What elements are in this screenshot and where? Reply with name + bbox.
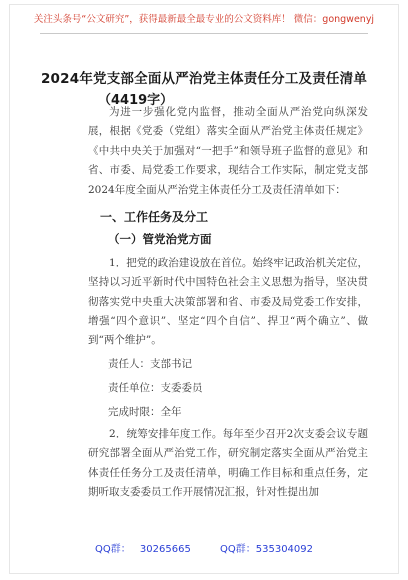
responsible-person: 责任人：支部书记 [108,357,192,370]
intro-paragraph: 为进一步强化党内监督，推动全面从严治党向纵深发展，根据《党委（党组）落实全面从严治党主体责任规定》《中共中央关于加强对“一把手”和领导班子监督的意见》和省、市委、局党委工作要求，现结合工作实际，制定党支部2024年度全面从严治党主体责任分工及责任清单如下： [88,106,368,196]
section-heading: 一、工作任务及分工 [100,210,209,225]
word-count: （4419字） [98,93,174,108]
qq-group-1: QQ群： 30265665 [94,544,191,555]
responsible-unit: 责任单位：支委委员 [108,381,203,394]
document-title: 2024年党支部全面从严治党主体责任分工及责任清单 [40,71,368,87]
document-body [88,103,368,503]
item-paragraph: 1．把党的政治建设放在首位。始终牢记政治机关定位，坚持以习近平新时代中国特色社会主义思想为指导，坚决贯彻落实党中央重大决策部署和省、市委及局党委工作安排，增强“四个意识”、坚定“四个自信”、捍卫“两个确立”、做到“两个维护”。 [88,256,368,347]
deadline: 完成时限：全年 [108,405,182,418]
header-banner: 关注头条号“公文研究”，获得最新最全最专业的公文资料库！ 微信：gongwenyj [33,14,375,25]
header-divider [40,33,368,34]
qq-group-2: QQ群：535304092 [220,544,314,555]
document-page [10,5,398,573]
item-paragraph: 2．统筹安排年度工作。每年至少召开2次支委会议专题研究部署全面从严治党工作，研究制定落实全面从严治党主体责任任务分工及责任清单，明确工作目标和重点任务，定期听取支委委员工作开展情况汇报，针对性提出加 [88,427,368,499]
footer-contact [10,540,398,555]
subsection-heading: （一）管党治党方面 [108,232,212,247]
